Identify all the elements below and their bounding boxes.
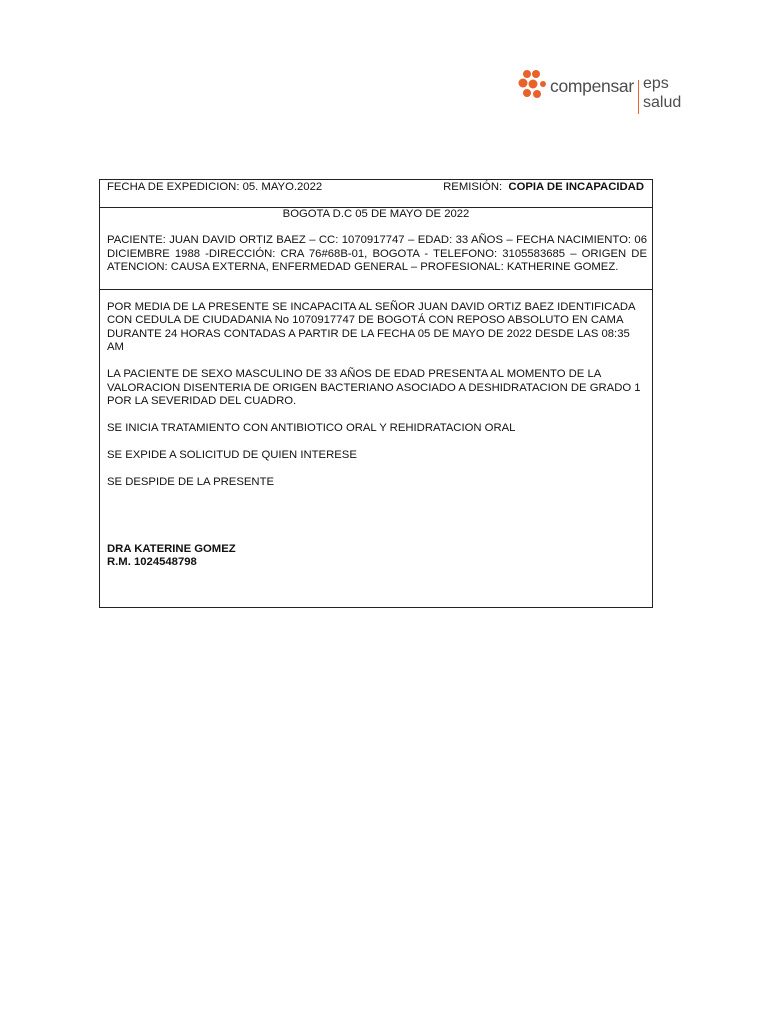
logo-brand: compensar [550,76,634,96]
document-body [107,301,649,503]
body-paragraph-farewell: SE DESPIDE DE LA PRESENTE [107,475,274,488]
fecha-expedicion: FECHA DE EXPEDICION: 05. MAYO.2022 [107,181,323,193]
remision-value: COPIA DE INCAPACIDAD [508,181,644,193]
doctor-name: DRA KATERINE GOMEZ [107,543,236,555]
body-paragraph-incapacity: POR MEDIA DE LA PRESENTE SE INCAPACITA AL SEÑOR JUAN DAVID ORTIZ BAEZ IDENTIFICADA CON CEDULA DE CIUDADANIA No 1070917747 DE BOGOTÁ CON REPOSO ABSOLUTO EN CAMA DURANTE 24 HORAS CONTADAS A PARTIR DE LA FECHA 05 DE MAYO DE 2022 DESDE LAS 08:35 AM [107,301,635,354]
patient-info-row [100,207,652,290]
doctor-registration: R.M. 1024548798 [107,556,197,569]
incapacity-document [99,179,653,608]
body-paragraph-treatment: SE INICIA TRATAMIENTO CON ANTIBIOTICO ORAL Y REHIDRATACION ORAL [107,421,516,434]
body-paragraph-issued: SE EXPIDE A SOLICITUD DE QUIEN INTERESE [107,448,357,461]
logo-eps: eps [643,75,669,92]
document-header-row [100,180,652,208]
logo-dots-icon [517,68,553,104]
city-date: BOGOTA D.C 05 DE MAYO DE 2022 [282,208,470,220]
logo-salud: salud [643,94,682,111]
remision-label: REMISIÓN: [443,181,503,193]
signature-block [107,543,236,570]
logo-separator [638,80,639,114]
compensar-logo [517,68,687,116]
body-paragraph-diagnosis: LA PACIENTE DE SEXO MASCULINO DE 33 AÑOS DE EDAD PRESENTA AL MOMENTO DE LA VALORACION DISENTERIA DE ORIGEN BACTERIANO ASOCIADO A DESHIDRATACION DE GRADO 1 POR LA SEVERIDAD DEL CUADRO. [107,368,641,407]
patient-details: PACIENTE: JUAN DAVID ORTIZ BAEZ – CC: 1070917747 – EDAD: 33 AÑOS – FECHA NACIMIENTO: 06 DICIEMBRE 1988 -DIRECCIÓN: CRA 76#68B-01, BOGOTA - TELEFONO: 3105583685 – ORIGEN DE ATENCION: CAUSA EXTERNA, ENFERMEDAD GENERAL – PROFESIONAL: KATHERINE GOMEZ. [107,234,647,274]
remision [443,181,644,193]
